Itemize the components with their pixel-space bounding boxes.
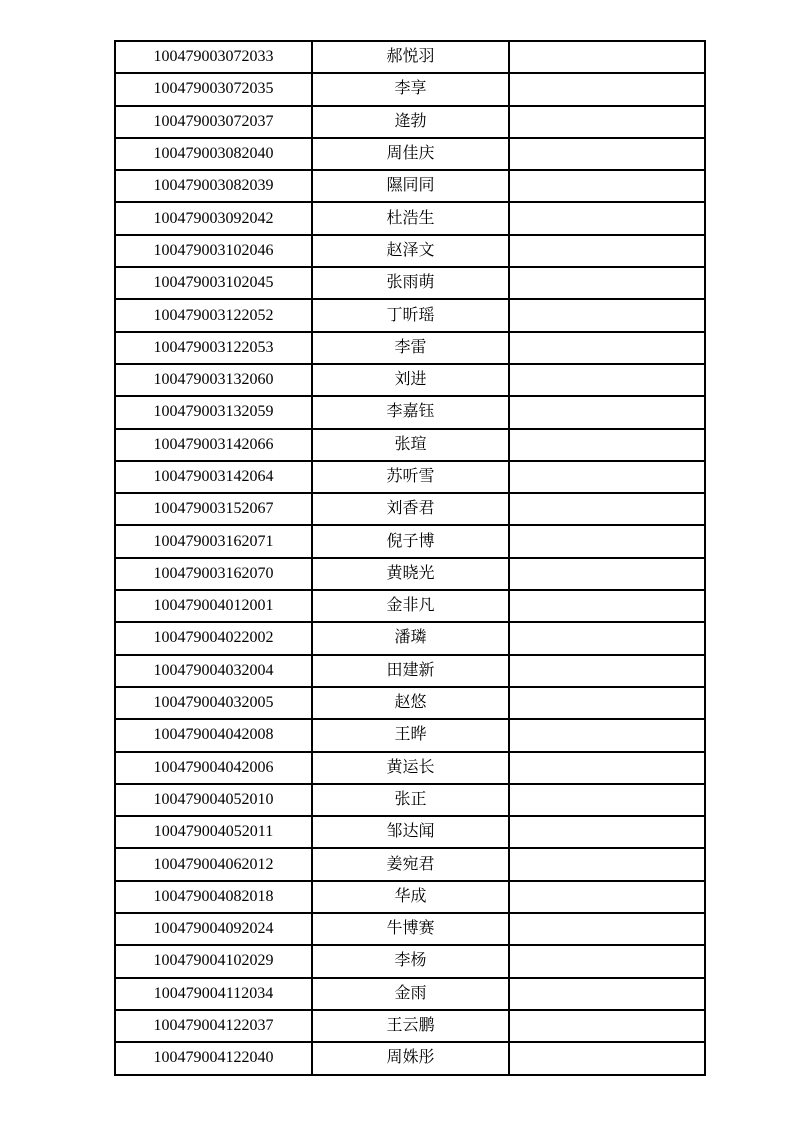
table-row — [115, 525, 705, 557]
candidate-name-cell: 华成 — [312, 881, 509, 913]
candidate-id-cell: 100479003142064 — [115, 461, 312, 493]
candidate-id-cell: 100479003122052 — [115, 299, 312, 331]
empty-cell — [509, 299, 705, 331]
table-row — [115, 848, 705, 880]
empty-cell — [509, 138, 705, 170]
candidate-name-cell: 王晔 — [312, 719, 509, 751]
empty-cell — [509, 41, 705, 73]
candidate-name-cell: 李嘉钰 — [312, 396, 509, 428]
candidate-id-cell: 100479004062012 — [115, 848, 312, 880]
empty-cell — [509, 364, 705, 396]
candidate-name-cell: 李杨 — [312, 945, 509, 977]
table-row — [115, 235, 705, 267]
table-row — [115, 41, 705, 73]
table-row — [115, 396, 705, 428]
candidate-name-cell: 赵泽文 — [312, 235, 509, 267]
empty-cell — [509, 170, 705, 202]
empty-cell — [509, 848, 705, 880]
candidate-id-cell: 100479003122053 — [115, 332, 312, 364]
table-row — [115, 493, 705, 525]
candidate-name-cell: 周姝彤 — [312, 1042, 509, 1074]
candidate-name-cell: 王云鹏 — [312, 1010, 509, 1042]
candidate-id-cell: 100479004042008 — [115, 719, 312, 751]
candidate-id-cell: 100479003072033 — [115, 41, 312, 73]
candidate-id-cell: 100479004042006 — [115, 752, 312, 784]
candidate-name-cell: 金非凡 — [312, 590, 509, 622]
candidate-id-cell: 100479003082039 — [115, 170, 312, 202]
candidate-name-cell: 姜宛君 — [312, 848, 509, 880]
candidate-name-cell: 逄勃 — [312, 106, 509, 138]
empty-cell — [509, 525, 705, 557]
candidate-name-cell: 邹达闻 — [312, 816, 509, 848]
table-row — [115, 784, 705, 816]
empty-cell — [509, 881, 705, 913]
candidate-id-cell: 100479003132059 — [115, 396, 312, 428]
candidate-id-cell: 100479004102029 — [115, 945, 312, 977]
candidate-id-cell: 100479004092024 — [115, 913, 312, 945]
empty-cell — [509, 978, 705, 1010]
candidate-name-cell: 张正 — [312, 784, 509, 816]
candidate-id-cell: 100479003132060 — [115, 364, 312, 396]
table-row — [115, 752, 705, 784]
candidate-name-cell: 倪子博 — [312, 525, 509, 557]
empty-cell — [509, 235, 705, 267]
table-row — [115, 881, 705, 913]
empty-cell — [509, 622, 705, 654]
empty-cell — [509, 461, 705, 493]
empty-cell — [509, 267, 705, 299]
empty-cell — [509, 719, 705, 751]
empty-cell — [509, 752, 705, 784]
candidate-name-cell: 张雨萌 — [312, 267, 509, 299]
table-row — [115, 267, 705, 299]
candidate-id-cell: 100479003102046 — [115, 235, 312, 267]
candidate-id-cell: 100479004032004 — [115, 655, 312, 687]
candidate-name-cell: 周佳庆 — [312, 138, 509, 170]
candidate-name-cell: 金雨 — [312, 978, 509, 1010]
empty-cell — [509, 429, 705, 461]
candidate-id-cell: 100479004122037 — [115, 1010, 312, 1042]
empty-cell — [509, 784, 705, 816]
empty-cell — [509, 1042, 705, 1074]
candidate-name-cell: 李享 — [312, 73, 509, 105]
candidate-name-cell: 隰同同 — [312, 170, 509, 202]
table-row — [115, 816, 705, 848]
empty-cell — [509, 396, 705, 428]
empty-cell — [509, 816, 705, 848]
candidate-id-cell: 100479003092042 — [115, 202, 312, 234]
table-row — [115, 590, 705, 622]
table-row — [115, 429, 705, 461]
empty-cell — [509, 332, 705, 364]
empty-cell — [509, 106, 705, 138]
table-row — [115, 687, 705, 719]
candidate-name-cell: 丁昕瑶 — [312, 299, 509, 331]
candidate-id-cell: 100479004032005 — [115, 687, 312, 719]
empty-cell — [509, 687, 705, 719]
empty-cell — [509, 493, 705, 525]
roster-table-body — [115, 41, 705, 1075]
candidate-id-cell: 100479003152067 — [115, 493, 312, 525]
empty-cell — [509, 945, 705, 977]
table-row — [115, 170, 705, 202]
table-row — [115, 913, 705, 945]
candidate-name-cell: 郝悦羽 — [312, 41, 509, 73]
table-row — [115, 945, 705, 977]
candidate-id-cell: 100479004052011 — [115, 816, 312, 848]
empty-cell — [509, 655, 705, 687]
empty-cell — [509, 913, 705, 945]
candidate-id-cell: 100479004122040 — [115, 1042, 312, 1074]
table-row — [115, 106, 705, 138]
candidate-name-cell: 黄运长 — [312, 752, 509, 784]
candidate-id-cell: 100479003162070 — [115, 558, 312, 590]
candidate-id-cell: 100479004022002 — [115, 622, 312, 654]
table-row — [115, 622, 705, 654]
candidate-name-cell: 牛博赛 — [312, 913, 509, 945]
table-row — [115, 558, 705, 590]
candidate-name-cell: 杜浩生 — [312, 202, 509, 234]
table-row — [115, 332, 705, 364]
candidate-id-cell: 100479004082018 — [115, 881, 312, 913]
table-row — [115, 655, 705, 687]
candidate-name-cell: 刘香君 — [312, 493, 509, 525]
empty-cell — [509, 558, 705, 590]
table-row — [115, 978, 705, 1010]
empty-cell — [509, 590, 705, 622]
candidate-id-cell: 100479004012001 — [115, 590, 312, 622]
table-row — [115, 299, 705, 331]
candidate-name-cell: 苏听雪 — [312, 461, 509, 493]
candidate-roster-table — [114, 40, 706, 1076]
candidate-name-cell: 刘进 — [312, 364, 509, 396]
candidate-id-cell: 100479003072035 — [115, 73, 312, 105]
empty-cell — [509, 73, 705, 105]
table-row — [115, 202, 705, 234]
candidate-id-cell: 100479003162071 — [115, 525, 312, 557]
table-row — [115, 719, 705, 751]
table-row — [115, 461, 705, 493]
table-row — [115, 73, 705, 105]
candidate-id-cell: 100479004112034 — [115, 978, 312, 1010]
empty-cell — [509, 202, 705, 234]
candidate-id-cell: 100479004052010 — [115, 784, 312, 816]
table-row — [115, 138, 705, 170]
candidate-name-cell: 田建新 — [312, 655, 509, 687]
candidate-name-cell: 张瑄 — [312, 429, 509, 461]
candidate-id-cell: 100479003102045 — [115, 267, 312, 299]
empty-cell — [509, 1010, 705, 1042]
candidate-name-cell: 潘璘 — [312, 622, 509, 654]
candidate-id-cell: 100479003082040 — [115, 138, 312, 170]
table-row — [115, 1010, 705, 1042]
table-row — [115, 1042, 705, 1074]
candidate-id-cell: 100479003072037 — [115, 106, 312, 138]
candidate-name-cell: 黄晓光 — [312, 558, 509, 590]
candidate-name-cell: 赵悠 — [312, 687, 509, 719]
candidate-id-cell: 100479003142066 — [115, 429, 312, 461]
table-row — [115, 364, 705, 396]
candidate-name-cell: 李雷 — [312, 332, 509, 364]
